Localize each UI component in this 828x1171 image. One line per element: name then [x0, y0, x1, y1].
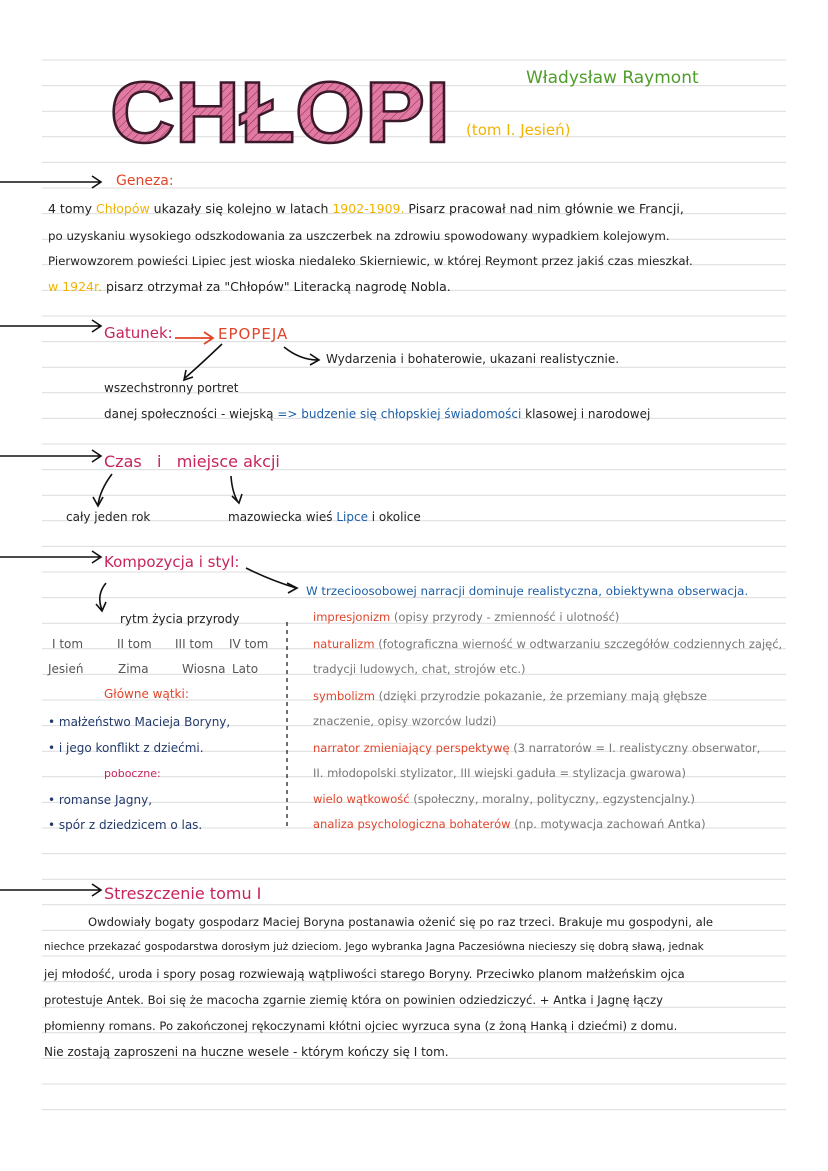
summary-line-4: protestuje Antek. Boi się że macocha zgarnie ziemię która on powinien odziedziczyć. + Antka i Jagnę łączy [44, 993, 663, 1007]
gatunek-heading: Gatunek: [104, 324, 173, 342]
geneza-line-2: po uzyskaniu wysokiego odszkodowania za uszczerbek na zdrowiu spowodowany wypadkiem kolejowym. [48, 229, 670, 243]
style-item: naturalizm (fotograficzna wierność w odtwarzaniu szczegółów codziennych zajęć, [313, 637, 783, 651]
arrow-czas-right [231, 476, 242, 503]
arrow-gatunek-right [284, 347, 319, 365]
geneza-line-4: w 1924r. pisarz otrzymał za "Chłopów" Literacką nagrodę Nobla. [48, 279, 451, 294]
arrow-streszczenie [0, 884, 101, 896]
side-threads-heading: poboczne: [104, 767, 161, 780]
summary-line-5: płomienny romans. Po zakończonej rękoczynami kłótni ojciec wyrzuca syna (z żoną Hanką i dziećmi) z domu. [44, 1019, 678, 1033]
kompozycja-rhythm: rytm życia przyrody [120, 612, 240, 626]
arrow-czas-left [93, 474, 112, 506]
summary-line-3: jej młodość, uroda i spory posag rozwiewają wątpliwości starego Boryny. Przeciwko planom małżeńskim ojca [44, 967, 685, 981]
season-row: Jesień Zima Wiosna Lato [48, 662, 259, 676]
style-item: symbolizm (dzięki przyrodzie pokazanie, że przemiany mają głębsze [313, 689, 707, 703]
style-item: II. młodopolski stylizator, III wiejski gaduła = stylizacja gwarowa) [313, 766, 686, 780]
gatunek-value: EPOPEJA [218, 325, 289, 343]
style-item: impresjonizm (opisy przyrody - zmienność i ulotność) [313, 610, 620, 624]
geneza-heading: Geneza: [116, 173, 174, 189]
main-thread-1: • małżeństwo Macieja Boryny, [48, 715, 231, 729]
side-thread-1: • romanse Jagny, [48, 793, 153, 807]
gatunek-portrait-2: danej społeczności - wiejską => budzenie się chłopskiej świadomości klasowej i narodowej [104, 407, 651, 421]
czas-place: mazowiecka wieś Lipce i okolice [228, 510, 421, 524]
style-item: tradycji ludowych, chat, strojów etc.) [313, 662, 526, 676]
arrow-epopeja [175, 332, 213, 344]
side-thread-2: • spór z dziedzicem o las. [48, 818, 203, 832]
style-item: narrator zmieniający perspektywę (3 narratorów = I. realistyczny obserwator, [313, 741, 761, 755]
arrow-gatunek-down [184, 344, 222, 380]
czas-heading: Czas i miejsce akcji [104, 452, 280, 471]
main-thread-2: • i jego konflikt z dziećmi. [48, 741, 204, 755]
style-item: znaczenie, opisy wzorców ludzi) [313, 714, 497, 728]
tome-row: I tom II tom III tom IV tom [52, 637, 269, 651]
geneza-line-3: Pierwowzorem powieści Lipiec jest wioska niedaleko Skierniewic, w której Reymont przez jakiś czas mieszkał. [48, 254, 693, 268]
gatunek-portrait-1: wszechstronny portret [104, 381, 239, 395]
kompozycja-narration: W trzecioosobowej narracji dominuje realistyczna, obiektywna obserwacja. [306, 584, 749, 598]
arrow-geneza [0, 176, 101, 188]
style-item: analiza psychologiczna bohaterów (np. motywacja zachowań Antka) [313, 817, 706, 831]
streszczenie-heading: Streszczenie tomu I [104, 884, 262, 903]
gatunek-note-right: Wydarzenia i bohaterowie, ukazani realistycznie. [326, 352, 620, 366]
main-threads-heading: Główne wątki: [104, 687, 189, 701]
kompozycja-heading: Kompozycja i styl: [104, 553, 240, 571]
arrow-czas [0, 450, 101, 462]
arrow-kompozycja-left [96, 583, 106, 611]
style-item: wielo wątkowość (społeczny, moralny, polityczny, egzystencjalny.) [313, 792, 696, 806]
summary-line-6: Nie zostają zaproszeni na huczne wesele - którym kończy się I tom. [44, 1045, 449, 1059]
arrow-gatunek [0, 320, 101, 332]
arrow-kompozycja [0, 551, 101, 563]
czas-time: cały jeden rok [66, 510, 151, 524]
arrow-kompozycja-right [246, 568, 297, 593]
summary-line-2: niechce przekazać gospodarstwa dorosłym już dzieciom. Jego wybranka Jagna Paczesiówna niecieszy się dobrą sławą, jednak [44, 941, 704, 953]
title-logo-text: CHŁOPI [110, 65, 450, 161]
geneza-line-1: 4 tomy Chłopów ukazały się kolejno w latach 1902-1909. Pisarz pracował nad nim głównie we Francji, [48, 201, 684, 216]
volume-label: (tom I. Jesień) [466, 121, 571, 139]
author-name: Władysław Raymont [526, 68, 699, 88]
summary-line-1: Owdowiały bogaty gospodarz Maciej Boryna postanawia ożenić się po raz trzeci. Brakuje mu gospodyni, ale [88, 915, 714, 929]
